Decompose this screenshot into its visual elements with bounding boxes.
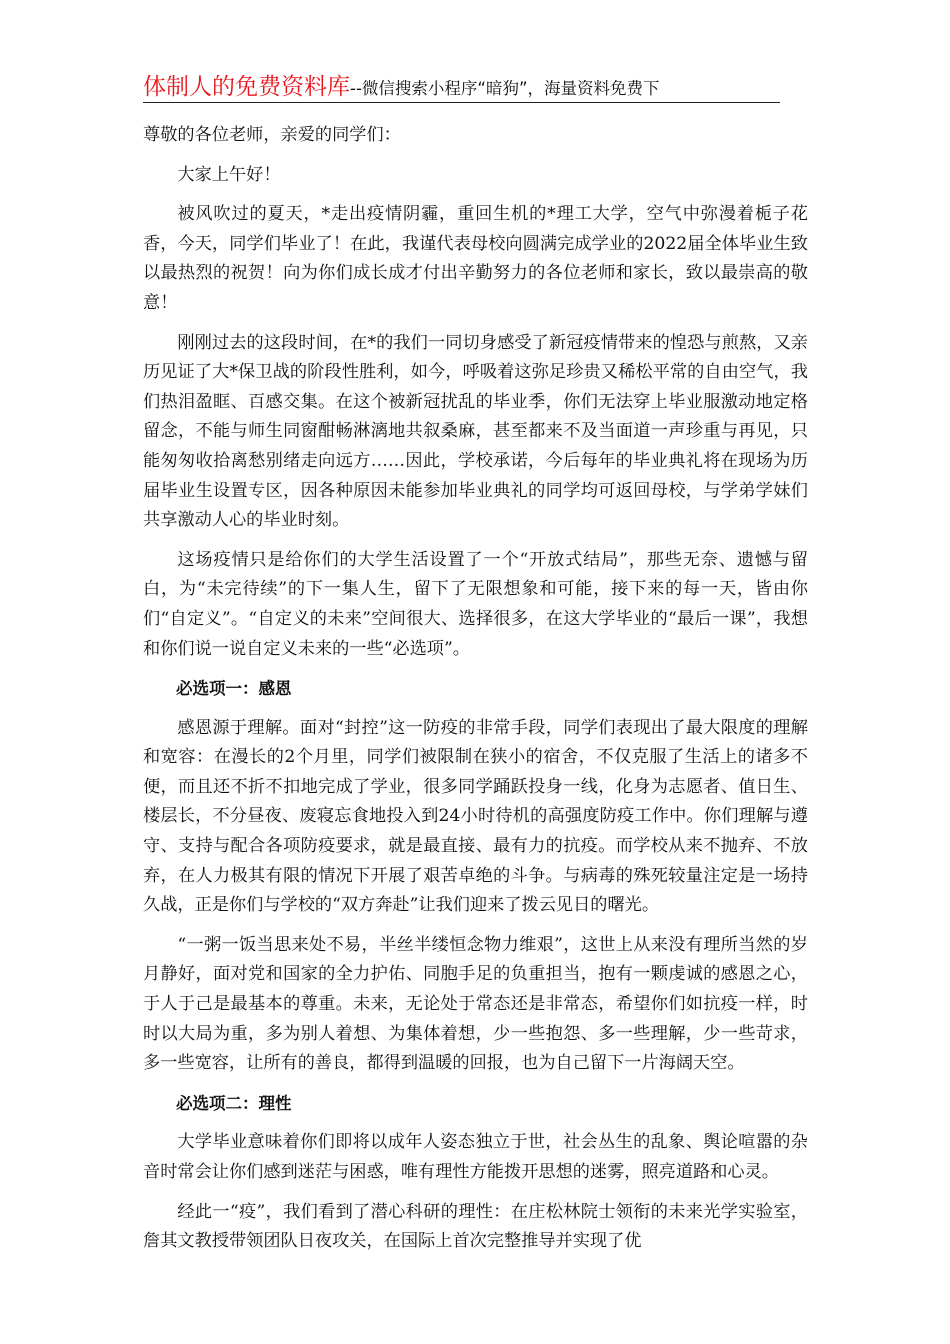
header-tagline: --微信搜索小程序“暗狗”，海量资料免费下 [350,79,660,98]
section-heading-gratitude: 必选项一：感恩 [176,679,292,699]
header-brand: 体制人的免费资料库 [143,74,350,100]
paragraph: 刚刚过去的这段时间，在*的我们一同切身感受了新冠疫情带来的惶恐与煎熬，又亲历见证了大*保卫战的阶段性胜利，如今，呼吸着这弥足珍贵又稀松平常的自由空气，我们热泪盈眶、百感交集。在这个被新冠扰乱的毕业季，你们无法穿上毕业服激动地定格留念，不能与师生同窗酣畅淋漓地共叙桑麻，甚至都来不及当面道一声珍重与再见，只能匆匆收拾离愁别绪走向远方……因此，学校承诺，今后每年的毕业典礼将在现场为历届毕业生设置专区，因各种原因未能参加毕业典礼的同学均可返回母校，与学弟学妹们共享激动人心的毕业时刻。 [143,332,808,531]
page-header [143,68,780,103]
salutation: 尊敬的各位老师，亲爱的同学们： [143,125,401,145]
paragraph: 感恩源于理解。面对“封控”这一防疫的非常手段，同学们表现出了最大限度的理解和宽容：在漫长的2个月里，同学们被限制在狭小的宿舍，不仅克服了生活上的诸多不便，而且还不折不扣地完成了学业，很多同学踊跃投身一线，化身为志愿者、值日生、楼层长，不分昼夜、废寝忘食地投入到24小时待机的高强度防疫工作中。你们理解与遵守、支持与配合各项防疫要求，就是最直接、最有力的抗疫。而学校从来不抛弃、不放弃，在人力极其有限的情况下开展了艰苦卓绝的斗争。与病毒的殊死较量注定是一场持久战，正是你们与学校的“双方奔赴”让我们迎来了拨云见日的曙光。 [143,717,808,916]
document-body [143,121,808,1267]
greeting: 大家上午好！ [177,164,281,185]
paragraph: 被风吹过的夏天，*走出疫情阴霾，重回生机的*理工大学，空气中弥漫着栀子花香，今天，同学们毕业了！在此，我谨代表母校向圆满完成学业的2022届全体毕业生致以最热烈的祝贺！向为你们成长成才付出辛勤努力的各位老师和家长，致以最崇高的敬意！ [143,204,808,313]
paragraph: “一粥一饭当思来处不易，半丝半缕恒念物力维艰”，这世上从来没有理所当然的岁月静好，面对党和国家的全力护佑、同胞手足的负重担当，抱有一颗虔诚的感恩之心，于人于己是最基本的尊重。未来，无论处于常态还是非常态，希望你们如抗疫一样，时时以大局为重，多为别人着想、为集体着想，少一些抱怨、多一些理解，少一些苛求，多一些宽容，让所有的善良，都得到温暖的回报，也为自己留下一片海阔天空。 [143,934,808,1074]
paragraph: 大学毕业意味着你们即将以成年人姿态独立于世，社会丛生的乱象、舆论喧嚣的杂音时常会让你们感到迷茫与困惑，唯有理性方能拨开思想的迷雾，照亮道路和心灵。 [143,1132,808,1182]
section-heading-rationality: 必选项二：理性 [176,1093,292,1113]
paragraph: 经此一“疫”，我们看到了潜心科研的理性：在庄松林院士领衔的未来光学实验室，詹其文教授带领团队日夜攻关，在国际上首次完整推导并实现了优 [143,1201,808,1252]
paragraph: 这场疫情只是给你们的大学生活设置了一个“开放式结局”，那些无奈、遗憾与留白，为“未完待续”的下一集人生，留下了无限想象和可能，接下来的每一天，皆由你们“自定义”。“自定义的未来”空间很大、选择很多，在这大学毕业的“最后一课”，我想和你们说一说自定义未来的一些“必选项”。 [143,549,808,659]
